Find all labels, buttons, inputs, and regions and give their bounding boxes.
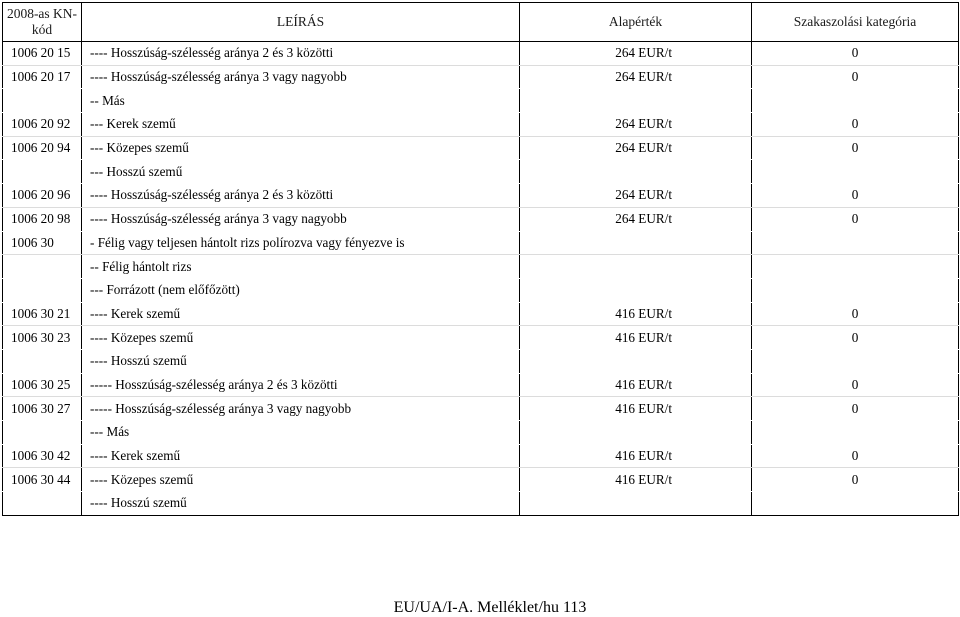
cell-description: -- Félig hántolt rizs	[82, 255, 520, 279]
table-row	[3, 421, 959, 445]
cell-code	[3, 492, 82, 516]
cell-rate	[520, 421, 752, 445]
cell-code: 1006 20 15	[3, 42, 82, 66]
page-footer: EU/UA/I-A. Melléklet/hu 113	[393, 599, 587, 616]
table-row	[3, 207, 959, 231]
cell-rate	[520, 255, 752, 279]
table-header-row	[3, 3, 959, 42]
cell-code	[3, 421, 82, 445]
cell-category: 0	[752, 136, 959, 160]
cell-description: ---- Közepes szemű	[82, 468, 520, 492]
cell-description: ----- Hosszúság-szélesség aránya 3 vagy nagyobb	[82, 397, 520, 421]
cell-category: 0	[752, 302, 959, 326]
cell-rate: 416 EUR/t	[520, 326, 752, 350]
cell-description: - Félig vagy teljesen hántolt rizs polírozva vagy fényezve is	[82, 231, 520, 255]
table-row	[3, 42, 959, 66]
cell-description: ---- Hosszúság-szélesség aránya 3 vagy nagyobb	[82, 65, 520, 89]
tariff-table	[2, 2, 959, 516]
table-row	[3, 397, 959, 421]
header-category: Szakaszolási kategória	[752, 3, 959, 42]
table-row	[3, 326, 959, 350]
cell-description: ---- Kerek szemű	[82, 302, 520, 326]
cell-category	[752, 255, 959, 279]
cell-category	[752, 492, 959, 516]
cell-rate: 416 EUR/t	[520, 373, 752, 397]
cell-rate: 416 EUR/t	[520, 468, 752, 492]
table-row	[3, 349, 959, 373]
table-row	[3, 444, 959, 468]
cell-category: 0	[752, 113, 959, 137]
cell-category: 0	[752, 184, 959, 208]
table-row	[3, 136, 959, 160]
table-row	[3, 65, 959, 89]
cell-description: --- Kerek szemű	[82, 113, 520, 137]
table-row	[3, 255, 959, 279]
cell-rate: 416 EUR/t	[520, 397, 752, 421]
cell-description: --- Hosszú szemű	[82, 160, 520, 184]
header-rate: Alapérték	[520, 3, 752, 42]
cell-rate: 264 EUR/t	[520, 113, 752, 137]
cell-code: 1006 30 23	[3, 326, 82, 350]
cell-description: ----- Hosszúság-szélesség aránya 2 és 3 közötti	[82, 373, 520, 397]
cell-code: 1006 30 21	[3, 302, 82, 326]
cell-category: 0	[752, 42, 959, 66]
table-row	[3, 302, 959, 326]
cell-code: 1006 30	[3, 231, 82, 255]
cell-rate	[520, 349, 752, 373]
cell-description: ---- Kerek szemű	[82, 444, 520, 468]
cell-rate	[520, 492, 752, 516]
header-code: 2008-as KN-kód	[3, 3, 82, 42]
cell-code	[3, 89, 82, 113]
cell-category: 0	[752, 207, 959, 231]
header-description: LEÍRÁS	[82, 3, 520, 42]
table-row	[3, 113, 959, 137]
cell-category	[752, 231, 959, 255]
cell-rate: 264 EUR/t	[520, 65, 752, 89]
table-row	[3, 160, 959, 184]
cell-code: 1006 20 94	[3, 136, 82, 160]
cell-category: 0	[752, 468, 959, 492]
cell-description: ---- Hosszúság-szélesség aránya 2 és 3 közötti	[82, 184, 520, 208]
cell-description: --- Forrázott (nem előfőzött)	[82, 278, 520, 302]
cell-category: 0	[752, 373, 959, 397]
cell-category: 0	[752, 397, 959, 421]
table-row	[3, 468, 959, 492]
table-row	[3, 231, 959, 255]
cell-code	[3, 160, 82, 184]
cell-description: ---- Közepes szemű	[82, 326, 520, 350]
table-row	[3, 89, 959, 113]
table-row	[3, 184, 959, 208]
cell-rate	[520, 231, 752, 255]
table-body	[3, 42, 959, 516]
cell-category	[752, 278, 959, 302]
cell-rate: 264 EUR/t	[520, 184, 752, 208]
cell-category: 0	[752, 444, 959, 468]
cell-category	[752, 349, 959, 373]
cell-rate: 264 EUR/t	[520, 42, 752, 66]
cell-code: 1006 30 44	[3, 468, 82, 492]
cell-description: -- Más	[82, 89, 520, 113]
cell-rate	[520, 160, 752, 184]
cell-description: ---- Hosszúság-szélesség aránya 2 és 3 közötti	[82, 42, 520, 66]
cell-description: ---- Hosszú szemű	[82, 492, 520, 516]
cell-category: 0	[752, 65, 959, 89]
table-row	[3, 492, 959, 516]
cell-description: --- Közepes szemű	[82, 136, 520, 160]
cell-category	[752, 421, 959, 445]
cell-code	[3, 255, 82, 279]
cell-code: 1006 20 17	[3, 65, 82, 89]
cell-category	[752, 89, 959, 113]
cell-code: 1006 20 98	[3, 207, 82, 231]
cell-category	[752, 160, 959, 184]
cell-rate	[520, 278, 752, 302]
cell-rate: 416 EUR/t	[520, 444, 752, 468]
table-row	[3, 278, 959, 302]
cell-code: 1006 20 92	[3, 113, 82, 137]
cell-rate: 264 EUR/t	[520, 207, 752, 231]
cell-rate: 416 EUR/t	[520, 302, 752, 326]
cell-description: ---- Hosszúság-szélesség aránya 3 vagy nagyobb	[82, 207, 520, 231]
cell-description: ---- Hosszú szemű	[82, 349, 520, 373]
cell-rate	[520, 89, 752, 113]
cell-code	[3, 278, 82, 302]
cell-description: --- Más	[82, 421, 520, 445]
cell-rate: 264 EUR/t	[520, 136, 752, 160]
cell-code: 1006 30 42	[3, 444, 82, 468]
cell-code: 1006 30 25	[3, 373, 82, 397]
cell-code: 1006 20 96	[3, 184, 82, 208]
cell-code	[3, 349, 82, 373]
cell-category: 0	[752, 326, 959, 350]
table-row	[3, 373, 959, 397]
cell-code: 1006 30 27	[3, 397, 82, 421]
